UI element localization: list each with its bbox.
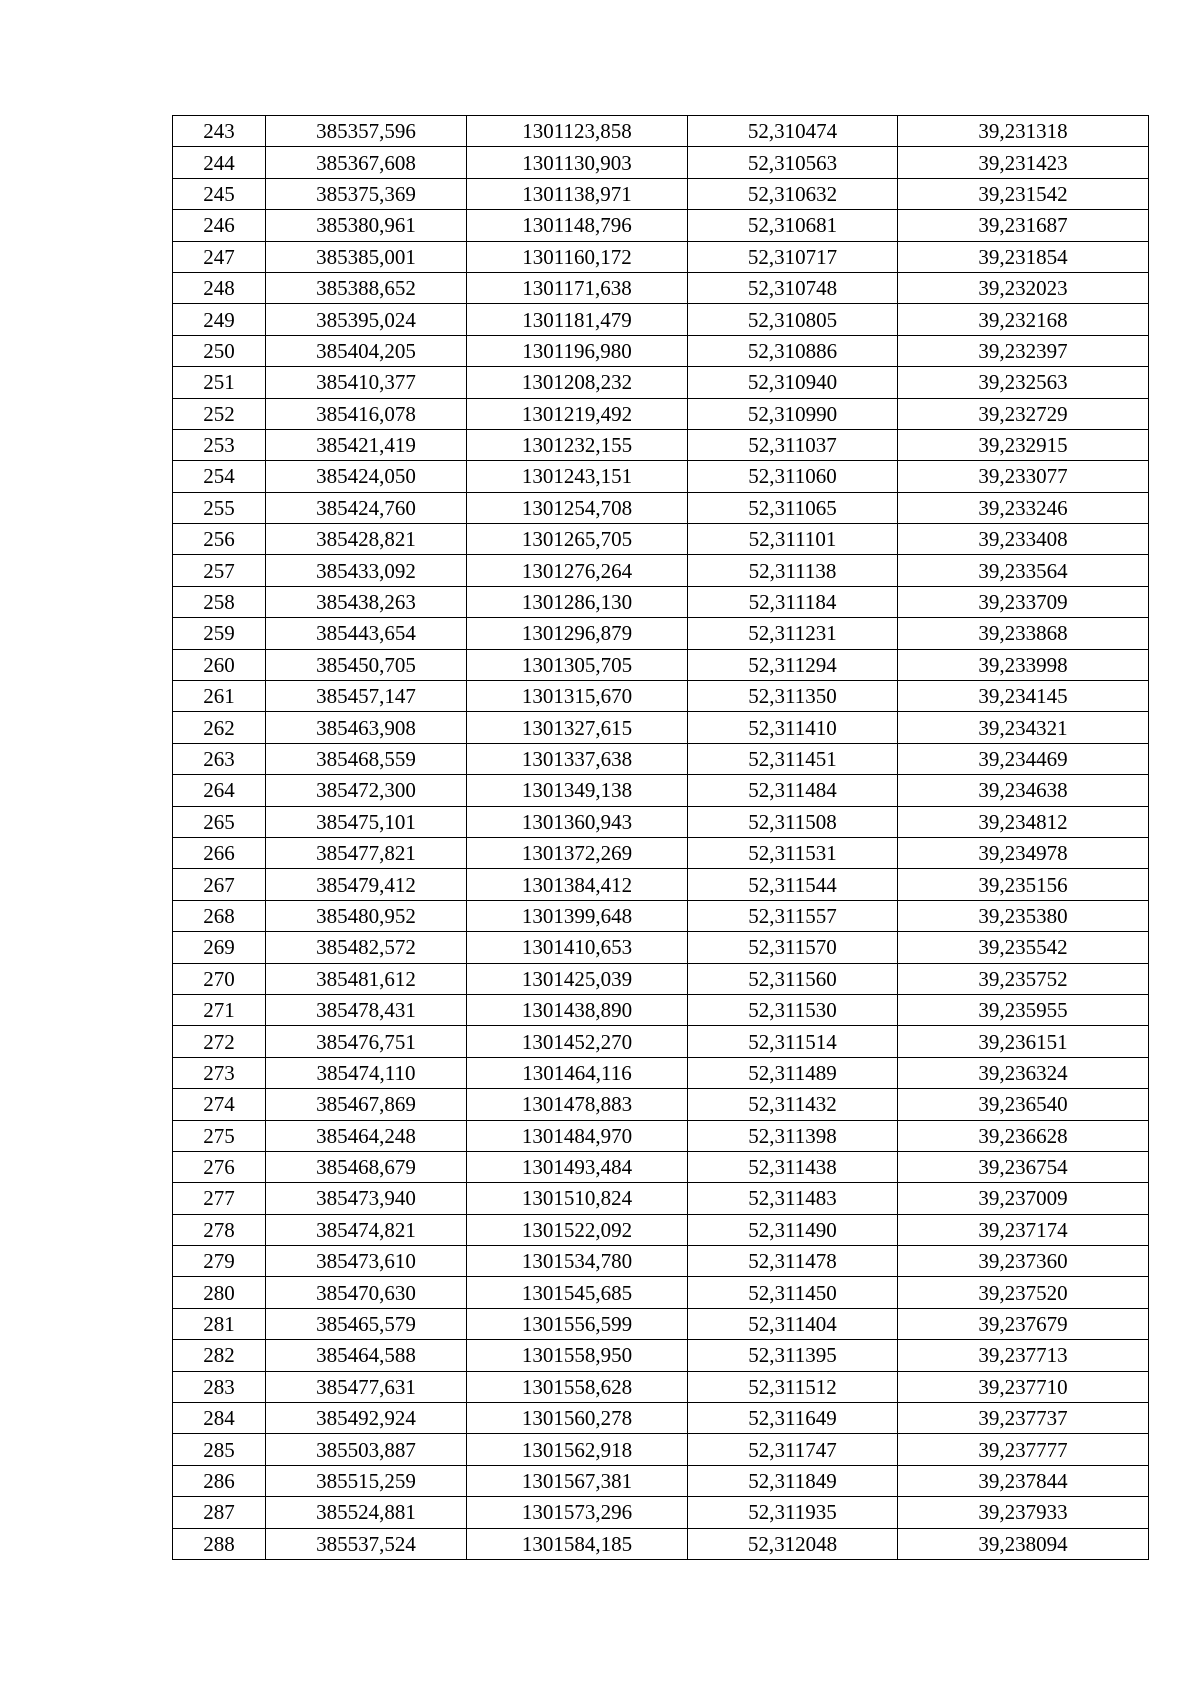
point-number-cell: 267 (173, 869, 266, 900)
table-row (173, 775, 1149, 806)
longitude-cell: 39,236540 (898, 1089, 1149, 1120)
table-row (173, 429, 1149, 460)
longitude-cell: 39,234812 (898, 806, 1149, 837)
point-number-cell: 248 (173, 272, 266, 303)
y-coordinate-cell: 1301452,270 (467, 1026, 688, 1057)
x-coordinate-cell: 385474,110 (266, 1057, 467, 1088)
x-coordinate-cell: 385443,654 (266, 618, 467, 649)
latitude-cell: 52,310474 (688, 116, 898, 147)
latitude-cell: 52,311490 (688, 1214, 898, 1245)
longitude-cell: 39,236628 (898, 1120, 1149, 1151)
x-coordinate-cell: 385463,908 (266, 712, 467, 743)
point-number-cell: 268 (173, 900, 266, 931)
longitude-cell: 39,237777 (898, 1434, 1149, 1465)
point-number-cell: 273 (173, 1057, 266, 1088)
table-row (173, 837, 1149, 868)
longitude-cell: 39,232397 (898, 335, 1149, 366)
x-coordinate-cell: 385421,419 (266, 429, 467, 460)
table-row (173, 1434, 1149, 1465)
latitude-cell: 52,311514 (688, 1026, 898, 1057)
latitude-cell: 52,311404 (688, 1308, 898, 1339)
point-number-cell: 281 (173, 1308, 266, 1339)
latitude-cell: 52,312048 (688, 1528, 898, 1559)
point-number-cell: 270 (173, 963, 266, 994)
longitude-cell: 39,232168 (898, 304, 1149, 335)
point-number-cell: 259 (173, 618, 266, 649)
y-coordinate-cell: 1301337,638 (467, 743, 688, 774)
y-coordinate-cell: 1301562,918 (467, 1434, 688, 1465)
y-coordinate-cell: 1301265,705 (467, 524, 688, 555)
x-coordinate-cell: 385515,259 (266, 1465, 467, 1496)
point-number-cell: 283 (173, 1371, 266, 1402)
table-row (173, 1403, 1149, 1434)
table-row (173, 1371, 1149, 1402)
y-coordinate-cell: 1301276,264 (467, 555, 688, 586)
table-row (173, 1246, 1149, 1277)
y-coordinate-cell: 1301384,412 (467, 869, 688, 900)
latitude-cell: 52,311935 (688, 1497, 898, 1528)
table-row (173, 712, 1149, 743)
x-coordinate-cell: 385503,887 (266, 1434, 467, 1465)
latitude-cell: 52,311530 (688, 994, 898, 1025)
table-row (173, 1026, 1149, 1057)
point-number-cell: 250 (173, 335, 266, 366)
table-row (173, 932, 1149, 963)
longitude-cell: 39,237710 (898, 1371, 1149, 1402)
longitude-cell: 39,235156 (898, 869, 1149, 900)
latitude-cell: 52,310940 (688, 367, 898, 398)
latitude-cell: 52,310632 (688, 178, 898, 209)
x-coordinate-cell: 385388,652 (266, 272, 467, 303)
table-row (173, 963, 1149, 994)
x-coordinate-cell: 385472,300 (266, 775, 467, 806)
longitude-cell: 39,232023 (898, 272, 1149, 303)
latitude-cell: 52,311649 (688, 1403, 898, 1434)
y-coordinate-cell: 1301484,970 (467, 1120, 688, 1151)
latitude-cell: 52,310805 (688, 304, 898, 335)
x-coordinate-cell: 385478,431 (266, 994, 467, 1025)
latitude-cell: 52,311483 (688, 1183, 898, 1214)
longitude-cell: 39,235955 (898, 994, 1149, 1025)
x-coordinate-cell: 385464,588 (266, 1340, 467, 1371)
longitude-cell: 39,237933 (898, 1497, 1149, 1528)
table-row (173, 304, 1149, 335)
y-coordinate-cell: 1301160,172 (467, 241, 688, 272)
point-number-cell: 280 (173, 1277, 266, 1308)
y-coordinate-cell: 1301123,858 (467, 116, 688, 147)
longitude-cell: 39,237737 (898, 1403, 1149, 1434)
longitude-cell: 39,234638 (898, 775, 1149, 806)
x-coordinate-cell: 385416,078 (266, 398, 467, 429)
y-coordinate-cell: 1301399,648 (467, 900, 688, 931)
longitude-cell: 39,234469 (898, 743, 1149, 774)
point-number-cell: 244 (173, 147, 266, 178)
latitude-cell: 52,311060 (688, 461, 898, 492)
x-coordinate-cell: 385395,024 (266, 304, 467, 335)
latitude-cell: 52,311438 (688, 1151, 898, 1182)
x-coordinate-cell: 385473,940 (266, 1183, 467, 1214)
longitude-cell: 39,233408 (898, 524, 1149, 555)
latitude-cell: 52,311231 (688, 618, 898, 649)
table-row (173, 681, 1149, 712)
latitude-cell: 52,311294 (688, 649, 898, 680)
y-coordinate-cell: 1301171,638 (467, 272, 688, 303)
x-coordinate-cell: 385367,608 (266, 147, 467, 178)
x-coordinate-cell: 385404,205 (266, 335, 467, 366)
x-coordinate-cell: 385457,147 (266, 681, 467, 712)
y-coordinate-cell: 1301296,879 (467, 618, 688, 649)
x-coordinate-cell: 385477,631 (266, 1371, 467, 1402)
y-coordinate-cell: 1301138,971 (467, 178, 688, 209)
longitude-cell: 39,231687 (898, 210, 1149, 241)
latitude-cell: 52,311398 (688, 1120, 898, 1151)
x-coordinate-cell: 385468,559 (266, 743, 467, 774)
coordinates-table (172, 115, 1149, 1560)
table-row (173, 461, 1149, 492)
x-coordinate-cell: 385479,412 (266, 869, 467, 900)
longitude-cell: 39,232729 (898, 398, 1149, 429)
table-row (173, 1497, 1149, 1528)
y-coordinate-cell: 1301556,599 (467, 1308, 688, 1339)
x-coordinate-cell: 385433,092 (266, 555, 467, 586)
longitude-cell: 39,237679 (898, 1308, 1149, 1339)
table-row (173, 178, 1149, 209)
y-coordinate-cell: 1301584,185 (467, 1528, 688, 1559)
longitude-cell: 39,236324 (898, 1057, 1149, 1088)
longitude-cell: 39,231423 (898, 147, 1149, 178)
longitude-cell: 39,232563 (898, 367, 1149, 398)
point-number-cell: 286 (173, 1465, 266, 1496)
table-row (173, 1465, 1149, 1496)
table-row (173, 1340, 1149, 1371)
latitude-cell: 52,311570 (688, 932, 898, 963)
point-number-cell: 274 (173, 1089, 266, 1120)
table-row (173, 1151, 1149, 1182)
y-coordinate-cell: 1301208,232 (467, 367, 688, 398)
point-number-cell: 249 (173, 304, 266, 335)
latitude-cell: 52,311508 (688, 806, 898, 837)
x-coordinate-cell: 385467,869 (266, 1089, 467, 1120)
longitude-cell: 39,236754 (898, 1151, 1149, 1182)
y-coordinate-cell: 1301349,138 (467, 775, 688, 806)
latitude-cell: 52,311410 (688, 712, 898, 743)
point-number-cell: 247 (173, 241, 266, 272)
point-number-cell: 287 (173, 1497, 266, 1528)
table-row (173, 210, 1149, 241)
latitude-cell: 52,310990 (688, 398, 898, 429)
table-row (173, 1089, 1149, 1120)
table-row (173, 1120, 1149, 1151)
longitude-cell: 39,233998 (898, 649, 1149, 680)
longitude-cell: 39,237360 (898, 1246, 1149, 1277)
x-coordinate-cell: 385424,050 (266, 461, 467, 492)
latitude-cell: 52,311184 (688, 586, 898, 617)
point-number-cell: 262 (173, 712, 266, 743)
x-coordinate-cell: 385424,760 (266, 492, 467, 523)
latitude-cell: 52,311395 (688, 1340, 898, 1371)
x-coordinate-cell: 385475,101 (266, 806, 467, 837)
y-coordinate-cell: 1301372,269 (467, 837, 688, 868)
x-coordinate-cell: 385438,263 (266, 586, 467, 617)
latitude-cell: 52,311451 (688, 743, 898, 774)
table-row (173, 335, 1149, 366)
longitude-cell: 39,233564 (898, 555, 1149, 586)
y-coordinate-cell: 1301219,492 (467, 398, 688, 429)
longitude-cell: 39,233709 (898, 586, 1149, 617)
table-row (173, 586, 1149, 617)
point-number-cell: 265 (173, 806, 266, 837)
x-coordinate-cell: 385385,001 (266, 241, 467, 272)
x-coordinate-cell: 385480,952 (266, 900, 467, 931)
y-coordinate-cell: 1301558,628 (467, 1371, 688, 1402)
longitude-cell: 39,231542 (898, 178, 1149, 209)
latitude-cell: 52,310886 (688, 335, 898, 366)
point-number-cell: 254 (173, 461, 266, 492)
latitude-cell: 52,311489 (688, 1057, 898, 1088)
longitude-cell: 39,233077 (898, 461, 1149, 492)
x-coordinate-cell: 385470,630 (266, 1277, 467, 1308)
latitude-cell: 52,311478 (688, 1246, 898, 1277)
point-number-cell: 255 (173, 492, 266, 523)
y-coordinate-cell: 1301464,116 (467, 1057, 688, 1088)
x-coordinate-cell: 385537,524 (266, 1528, 467, 1559)
point-number-cell: 271 (173, 994, 266, 1025)
x-coordinate-cell: 385380,961 (266, 210, 467, 241)
latitude-cell: 52,311138 (688, 555, 898, 586)
longitude-cell: 39,238094 (898, 1528, 1149, 1559)
x-coordinate-cell: 385428,821 (266, 524, 467, 555)
y-coordinate-cell: 1301438,890 (467, 994, 688, 1025)
coordinates-table-body (173, 116, 1149, 1560)
table-row (173, 994, 1149, 1025)
x-coordinate-cell: 385482,572 (266, 932, 467, 963)
longitude-cell: 39,237713 (898, 1340, 1149, 1371)
longitude-cell: 39,234145 (898, 681, 1149, 712)
longitude-cell: 39,235752 (898, 963, 1149, 994)
y-coordinate-cell: 1301327,615 (467, 712, 688, 743)
table-row (173, 1528, 1149, 1559)
y-coordinate-cell: 1301522,092 (467, 1214, 688, 1245)
latitude-cell: 52,311101 (688, 524, 898, 555)
y-coordinate-cell: 1301510,824 (467, 1183, 688, 1214)
table-row (173, 1183, 1149, 1214)
latitude-cell: 52,311512 (688, 1371, 898, 1402)
point-number-cell: 257 (173, 555, 266, 586)
point-number-cell: 282 (173, 1340, 266, 1371)
y-coordinate-cell: 1301478,883 (467, 1089, 688, 1120)
table-row (173, 492, 1149, 523)
latitude-cell: 52,311544 (688, 869, 898, 900)
x-coordinate-cell: 385481,612 (266, 963, 467, 994)
longitude-cell: 39,236151 (898, 1026, 1149, 1057)
x-coordinate-cell: 385474,821 (266, 1214, 467, 1245)
table-row (173, 147, 1149, 178)
y-coordinate-cell: 1301315,670 (467, 681, 688, 712)
longitude-cell: 39,232915 (898, 429, 1149, 460)
x-coordinate-cell: 385492,924 (266, 1403, 467, 1434)
x-coordinate-cell: 385473,610 (266, 1246, 467, 1277)
y-coordinate-cell: 1301545,685 (467, 1277, 688, 1308)
table-row (173, 367, 1149, 398)
longitude-cell: 39,235542 (898, 932, 1149, 963)
longitude-cell: 39,234321 (898, 712, 1149, 743)
point-number-cell: 260 (173, 649, 266, 680)
point-number-cell: 253 (173, 429, 266, 460)
longitude-cell: 39,231854 (898, 241, 1149, 272)
longitude-cell: 39,233246 (898, 492, 1149, 523)
point-number-cell: 251 (173, 367, 266, 398)
y-coordinate-cell: 1301493,484 (467, 1151, 688, 1182)
longitude-cell: 39,235380 (898, 900, 1149, 931)
latitude-cell: 52,311350 (688, 681, 898, 712)
point-number-cell: 246 (173, 210, 266, 241)
y-coordinate-cell: 1301243,151 (467, 461, 688, 492)
latitude-cell: 52,311747 (688, 1434, 898, 1465)
point-number-cell: 266 (173, 837, 266, 868)
latitude-cell: 52,311065 (688, 492, 898, 523)
y-coordinate-cell: 1301130,903 (467, 147, 688, 178)
point-number-cell: 264 (173, 775, 266, 806)
table-row (173, 398, 1149, 429)
x-coordinate-cell: 385357,596 (266, 116, 467, 147)
table-row (173, 869, 1149, 900)
table-row (173, 900, 1149, 931)
point-number-cell: 269 (173, 932, 266, 963)
longitude-cell: 39,233868 (898, 618, 1149, 649)
latitude-cell: 52,310748 (688, 272, 898, 303)
y-coordinate-cell: 1301560,278 (467, 1403, 688, 1434)
point-number-cell: 285 (173, 1434, 266, 1465)
y-coordinate-cell: 1301181,479 (467, 304, 688, 335)
point-number-cell: 272 (173, 1026, 266, 1057)
y-coordinate-cell: 1301232,155 (467, 429, 688, 460)
longitude-cell: 39,234978 (898, 837, 1149, 868)
table-row (173, 743, 1149, 774)
longitude-cell: 39,231318 (898, 116, 1149, 147)
point-number-cell: 278 (173, 1214, 266, 1245)
x-coordinate-cell: 385465,579 (266, 1308, 467, 1339)
table-row (173, 241, 1149, 272)
latitude-cell: 52,311450 (688, 1277, 898, 1308)
latitude-cell: 52,311432 (688, 1089, 898, 1120)
y-coordinate-cell: 1301558,950 (467, 1340, 688, 1371)
y-coordinate-cell: 1301410,653 (467, 932, 688, 963)
x-coordinate-cell: 385375,369 (266, 178, 467, 209)
point-number-cell: 277 (173, 1183, 266, 1214)
point-number-cell: 276 (173, 1151, 266, 1182)
x-coordinate-cell: 385476,751 (266, 1026, 467, 1057)
table-row (173, 1308, 1149, 1339)
y-coordinate-cell: 1301254,708 (467, 492, 688, 523)
latitude-cell: 52,310717 (688, 241, 898, 272)
y-coordinate-cell: 1301196,980 (467, 335, 688, 366)
table-row (173, 806, 1149, 837)
latitude-cell: 52,311849 (688, 1465, 898, 1496)
table-row (173, 555, 1149, 586)
point-number-cell: 288 (173, 1528, 266, 1559)
point-number-cell: 256 (173, 524, 266, 555)
latitude-cell: 52,310563 (688, 147, 898, 178)
latitude-cell: 52,311560 (688, 963, 898, 994)
longitude-cell: 39,237520 (898, 1277, 1149, 1308)
longitude-cell: 39,237174 (898, 1214, 1149, 1245)
point-number-cell: 252 (173, 398, 266, 429)
point-number-cell: 245 (173, 178, 266, 209)
y-coordinate-cell: 1301534,780 (467, 1246, 688, 1277)
point-number-cell: 258 (173, 586, 266, 617)
table-row (173, 649, 1149, 680)
x-coordinate-cell: 385450,705 (266, 649, 467, 680)
table-row (173, 1214, 1149, 1245)
x-coordinate-cell: 385477,821 (266, 837, 467, 868)
point-number-cell: 275 (173, 1120, 266, 1151)
x-coordinate-cell: 385468,679 (266, 1151, 467, 1182)
table-row (173, 116, 1149, 147)
x-coordinate-cell: 385464,248 (266, 1120, 467, 1151)
y-coordinate-cell: 1301148,796 (467, 210, 688, 241)
latitude-cell: 52,311531 (688, 837, 898, 868)
y-coordinate-cell: 1301573,296 (467, 1497, 688, 1528)
longitude-cell: 39,237009 (898, 1183, 1149, 1214)
latitude-cell: 52,311557 (688, 900, 898, 931)
point-number-cell: 261 (173, 681, 266, 712)
point-number-cell: 263 (173, 743, 266, 774)
point-number-cell: 279 (173, 1246, 266, 1277)
y-coordinate-cell: 1301305,705 (467, 649, 688, 680)
y-coordinate-cell: 1301567,381 (467, 1465, 688, 1496)
table-row (173, 524, 1149, 555)
latitude-cell: 52,311484 (688, 775, 898, 806)
table-row (173, 618, 1149, 649)
point-number-cell: 284 (173, 1403, 266, 1434)
table-row (173, 1057, 1149, 1088)
x-coordinate-cell: 385524,881 (266, 1497, 467, 1528)
point-number-cell: 243 (173, 116, 266, 147)
table-row (173, 272, 1149, 303)
x-coordinate-cell: 385410,377 (266, 367, 467, 398)
longitude-cell: 39,237844 (898, 1465, 1149, 1496)
latitude-cell: 52,310681 (688, 210, 898, 241)
y-coordinate-cell: 1301360,943 (467, 806, 688, 837)
y-coordinate-cell: 1301425,039 (467, 963, 688, 994)
latitude-cell: 52,311037 (688, 429, 898, 460)
table-row (173, 1277, 1149, 1308)
y-coordinate-cell: 1301286,130 (467, 586, 688, 617)
